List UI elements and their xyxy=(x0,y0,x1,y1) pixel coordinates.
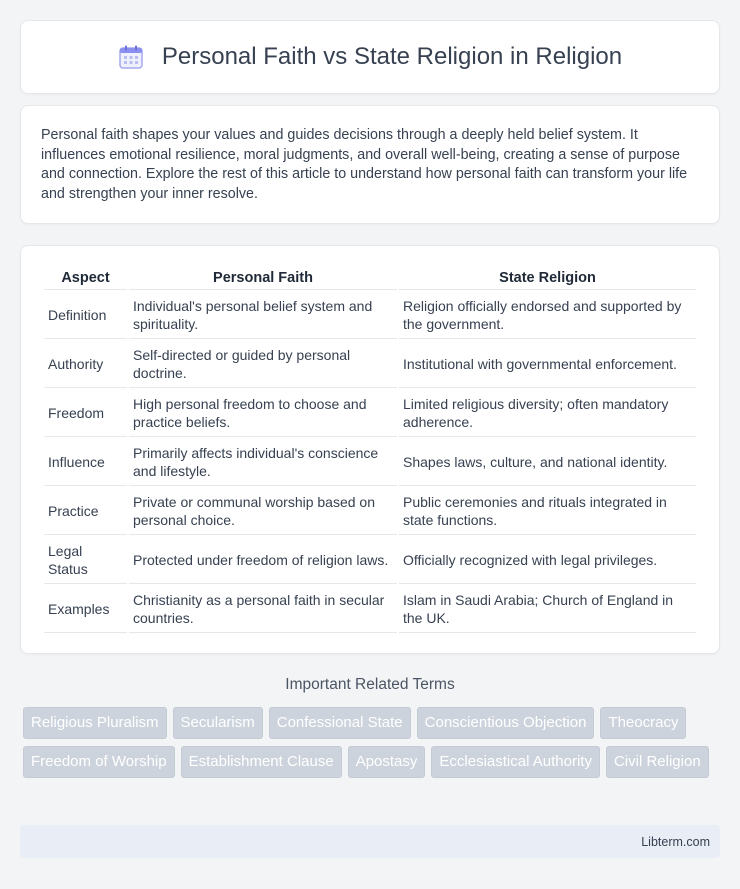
table-cell-aspect: Definition xyxy=(44,292,127,339)
table-row xyxy=(44,390,696,437)
table-cell-personal-faith: Christianity as a personal faith in secular countries. xyxy=(129,586,397,633)
related-term-tag[interactable]: Ecclesiastical Authority xyxy=(431,746,600,778)
table-cell-personal-faith: Self-directed or guided by personal doctrine. xyxy=(129,341,397,388)
comparison-table xyxy=(42,266,698,635)
table-cell-aspect: Influence xyxy=(44,439,127,486)
related-terms-title: Important Related Terms xyxy=(285,676,455,693)
title-wrap xyxy=(118,43,622,71)
table-cell-personal-faith: Individual's personal belief system and spirituality. xyxy=(129,292,397,339)
table-cell-state-religion: Religion officially endorsed and supported by the government. xyxy=(399,292,696,339)
footer xyxy=(20,825,720,858)
table-cell-personal-faith: Private or communal worship based on personal choice. xyxy=(129,488,397,535)
table-cell-state-religion: Limited religious diversity; often mandatory adherence. xyxy=(399,390,696,437)
related-term-tag[interactable]: Religious Pluralism xyxy=(23,707,167,739)
related-term-tag[interactable]: Confessional State xyxy=(269,707,411,739)
related-term-tag[interactable]: Apostasy xyxy=(348,746,426,778)
calendar-icon xyxy=(118,44,144,70)
related-term-tag[interactable]: Secularism xyxy=(173,707,263,739)
related-term-tag[interactable]: Freedom of Worship xyxy=(23,746,175,778)
intro-text: Personal faith shapes your values and guides decisions through a deeply held belief system. It influences emotional resilience, moral judgments, and overall well-being, creating a sense of purpose and connection. Explore the rest of this article to understand how personal faith can transform your life and strengthen your inner resolve. xyxy=(41,127,688,202)
table-row xyxy=(44,586,696,633)
table-cell-state-religion: Institutional with governmental enforcement. xyxy=(399,341,696,388)
table-cell-personal-faith: High personal freedom to choose and practice beliefs. xyxy=(129,390,397,437)
table-row xyxy=(44,292,696,339)
table-cell-aspect: Freedom xyxy=(44,390,127,437)
page-title: Personal Faith vs State Religion in Religion xyxy=(161,43,623,70)
intro-card xyxy=(20,105,720,224)
table-row xyxy=(44,488,696,535)
related-term-tag[interactable]: Conscientious Objection xyxy=(417,707,595,739)
related-terms-list xyxy=(23,707,723,778)
table-row xyxy=(44,537,696,584)
table-cell-personal-faith: Primarily affects individual's conscience and lifestyle. xyxy=(129,439,397,486)
table-cell-aspect: Legal Status xyxy=(44,537,127,584)
related-term-tag[interactable]: Theocracy xyxy=(600,707,686,739)
header-card xyxy=(20,20,720,94)
related-term-tag[interactable]: Establishment Clause xyxy=(181,746,342,778)
table-cell-state-religion: Officially recognized with legal privileges. xyxy=(399,537,696,584)
footer-site-link[interactable]: Libterm.com xyxy=(641,834,710,849)
column-header-personal-faith: Personal Faith xyxy=(129,268,397,290)
table-cell-state-religion: Shapes laws, culture, and national identity. xyxy=(399,439,696,486)
table-cell-personal-faith: Protected under freedom of religion laws. xyxy=(129,537,397,584)
table-cell-aspect: Practice xyxy=(44,488,127,535)
column-header-aspect: Aspect xyxy=(44,268,127,290)
table-cell-state-religion: Islam in Saudi Arabia; Church of England in the UK. xyxy=(399,586,696,633)
table-header-row xyxy=(44,268,696,290)
table-card xyxy=(20,245,720,654)
table-cell-aspect: Authority xyxy=(44,341,127,388)
table-cell-aspect: Examples xyxy=(44,586,127,633)
related-term-tag[interactable]: Civil Religion xyxy=(606,746,709,778)
table-row xyxy=(44,341,696,388)
column-header-state-religion: State Religion xyxy=(399,268,696,290)
table-row xyxy=(44,439,696,486)
table-cell-state-religion: Public ceremonies and rituals integrated in state functions. xyxy=(399,488,696,535)
